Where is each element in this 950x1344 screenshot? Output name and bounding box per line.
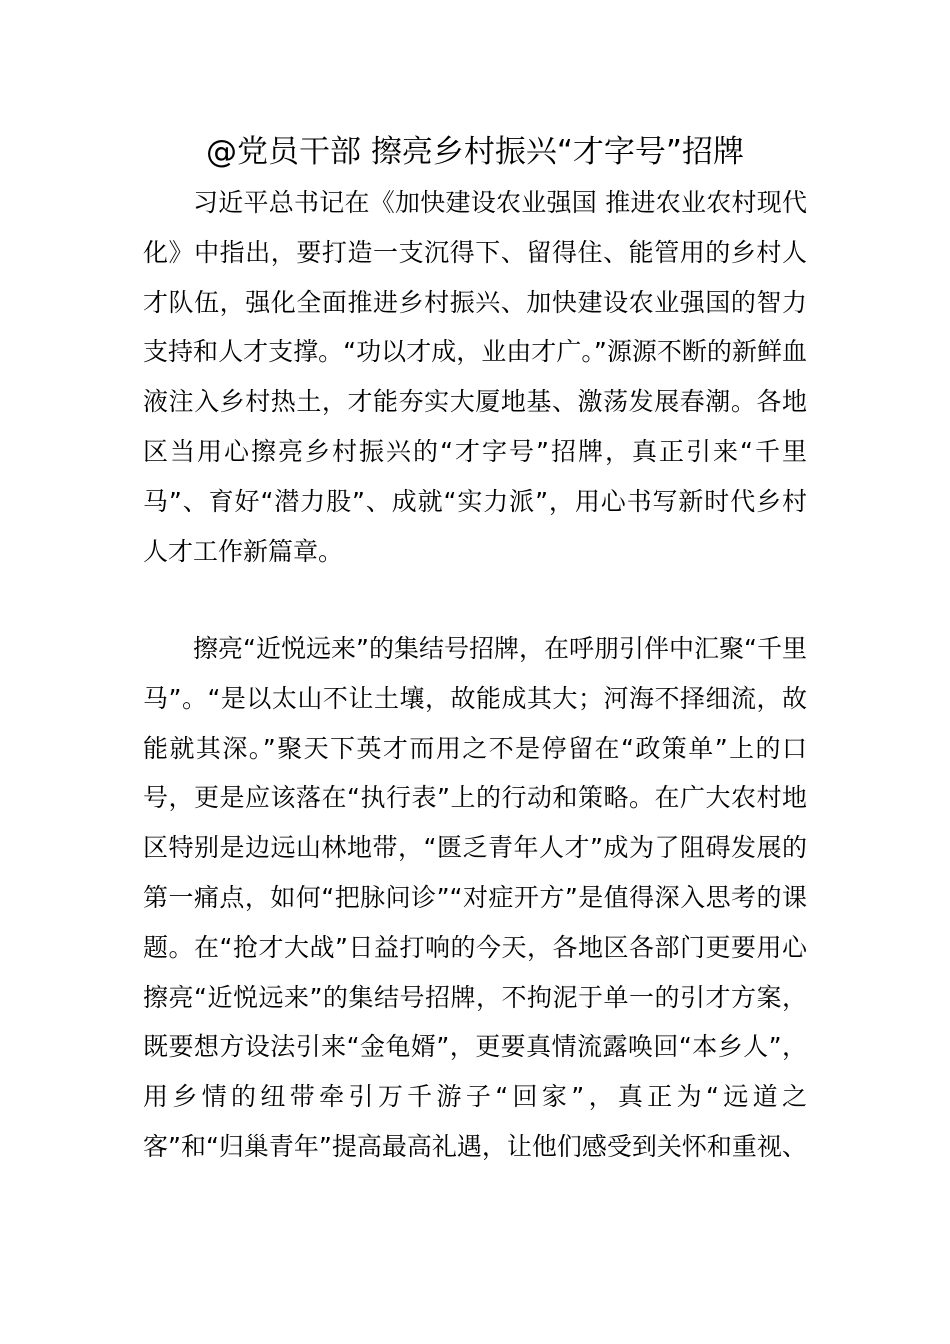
paragraph-1: 习近平总书记在《加快建设农业强国 推进农业农村现代化》中指出，要打造一支沉得下、留得住、能管用的乡村人才队伍，强化全面推进乡村振兴、加快建设农业强国的智力支持和人才支撑。“功以才成，业由才广。”源源不断的新鲜血液注入乡村热土，才能夯实大厦地基、激荡发展春潮。各地区当用心擦亮乡村振兴的“才字号”招牌，真正引来“千里马”、育好“潜力股”、成就“实力派”，用心书写新时代乡村人才工作新篇章。 bbox=[143, 188, 807, 566]
paragraph-2: 擦亮“近悦远来”的集结号招牌，在呼朋引伴中汇聚“千里马”。“是以太山不让土壤，故能成其大；河海不择细流，故能就其深。”聚天下英才而用之不是停留在“政策单”上的口号，更是应该落在“执行表”上的行动和策略。在广大农村地区特别是边远山林地带，“匮乏青年人才”成为了阻碍发展的第一痛点，如何“把脉问诊”“对症开方”是值得深入思考的课题。在“抢才大战”日益打响的今天，各地区各部门更要用心擦亮“近悦远来”的集结号招牌，不拘泥于单一的引才方案，既要想方设法引来“金龟婿”，更要真情流露唤回“本乡人”，用乡情的纽带牵引万千游子“回家”，真正为“远道之客”和“归巢青年”提高最高礼遇，让他们感受到关怀和重视、 bbox=[143, 634, 807, 1161]
document-title: @党员干部 擦亮乡村振兴“才字号”招牌 bbox=[206, 134, 744, 170]
